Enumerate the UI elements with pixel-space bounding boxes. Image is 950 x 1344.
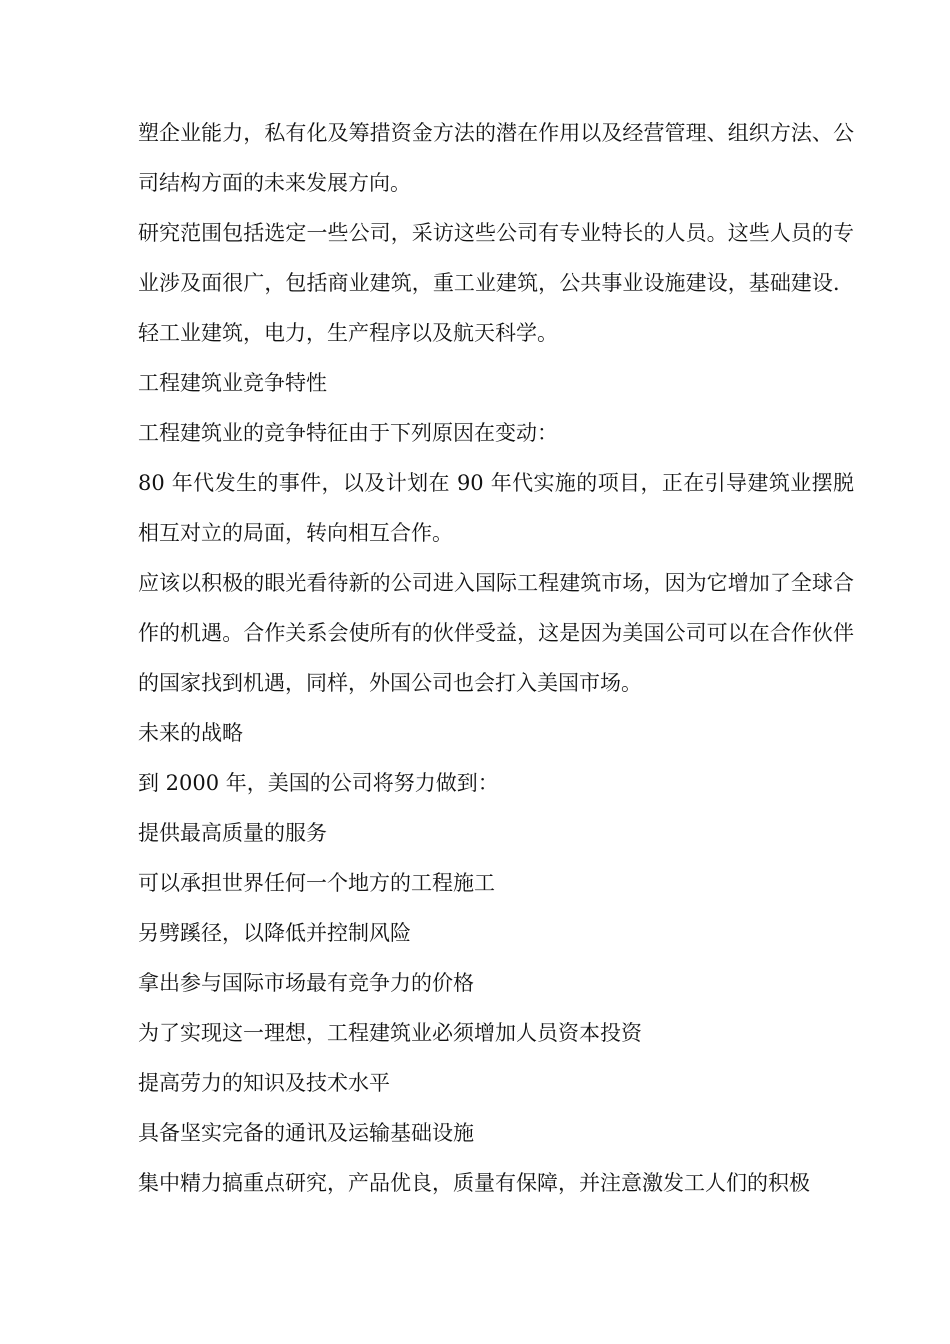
list-item-7: 集中精力搞重点研究，产品优良，质量有保障，并注意激发工人们的积极 <box>138 1171 810 1195</box>
document-body <box>138 108 854 1208</box>
paragraph-5: 应该以积极的眼光看待新的公司进入国际工程建筑市场，因为它增加了全球合作的机遇。合作关系会使所有的伙伴受益，这是因为美国公司可以在合作伙伴的国家找到机遇，同样，外国公司也会打入美国市场。 <box>138 571 854 695</box>
paragraph-6: 到 2000 年，美国的公司将努力做到： <box>138 771 499 795</box>
list-item-2: 可以承担世界任何一个地方的工程施工 <box>138 871 495 895</box>
paragraph-1: 塑企业能力，私有化及筹措资金方法的潜在作用以及经营管理、组织方法、公司结构方面的未来发展方向。 <box>138 121 854 195</box>
list-item-6: 具备坚实完备的通讯及运输基础设施 <box>138 1121 474 1145</box>
list-item-1: 提供最高质量的服务 <box>138 821 327 845</box>
paragraph-3: 工程建筑业的竞争特征由于下列原因在变动： <box>138 421 558 445</box>
paragraph-7: 为了实现这一理想，工程建筑业必须增加人员资本投资 <box>138 1021 642 1045</box>
paragraph-2: 研究范围包括选定一些公司，采访这些公司有专业特长的人员。这些人员的专业涉及面很广，包括商业建筑，重工业建筑，公共事业设施建设，基础建设．轻工业建筑，电力，生产程序以及航天科学。 <box>138 221 854 345</box>
list-item-4: 拿出参与国际市场最有竞争力的价格 <box>138 971 474 995</box>
list-item-3: 另劈蹊径，以降低并控制风险 <box>138 921 411 945</box>
paragraph-4: 80 年代发生的事件，以及计划在 90 年代实施的项目，正在引导建筑业摆脱相互对立的局面，转向相互合作。 <box>138 471 854 545</box>
list-item-5: 提高劳力的知识及技术水平 <box>138 1071 390 1095</box>
section-heading-competition: 工程建筑业竞争特性 <box>138 371 327 395</box>
section-heading-strategy: 未来的战略 <box>138 721 243 745</box>
